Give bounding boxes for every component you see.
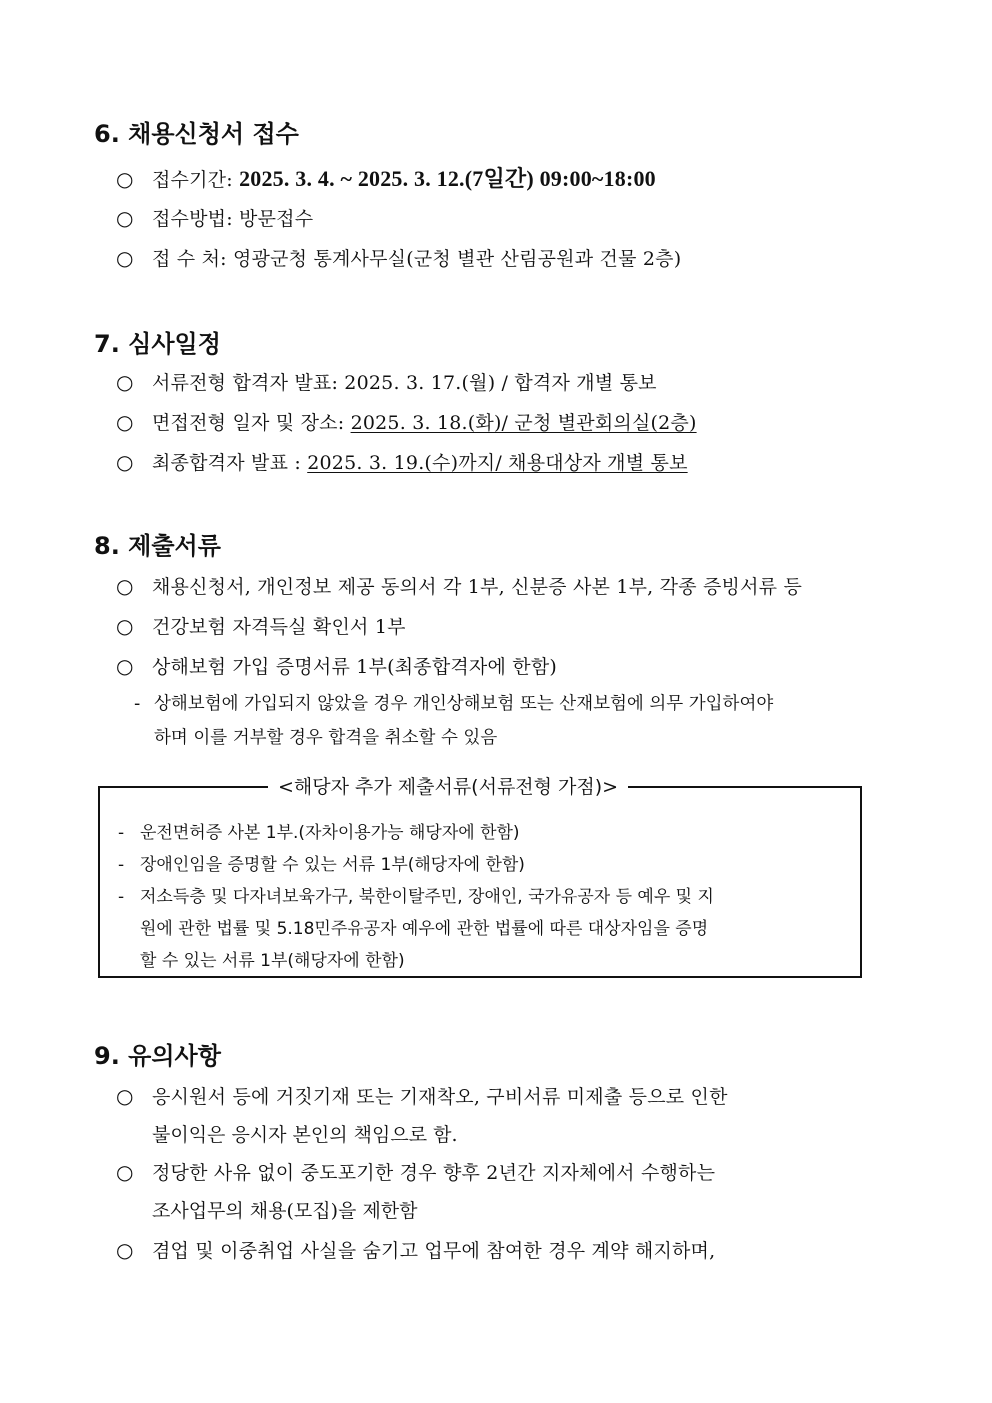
caution-item-2: [116, 1158, 715, 1185]
circle-bullet-icon: ○: [116, 1238, 134, 1262]
documents-item-2: [116, 612, 406, 639]
documents-note-line-1: [134, 690, 773, 715]
dash-bullet-icon: -: [118, 855, 125, 875]
schedule-item-3-label: 최종합격자 발표 :: [152, 452, 301, 474]
section-9-title: 9. 유의사항: [94, 1042, 221, 1070]
caution-item-1-cont: 불이익은 응시자 본인의 책임으로 함.: [152, 1124, 458, 1146]
documents-item-1-text: 채용신청서, 개인정보 제공 동의서 각 1부, 신분증 사본 1부, 각종 증빙서류 등: [152, 576, 802, 598]
circle-bullet-icon: ○: [116, 410, 134, 434]
schedule-item-3-value: 2025. 3. 19.(수)까지/ 채용대상자 개별 통보: [307, 452, 688, 474]
documents-note-line-2: 하며 이를 거부할 경우 합격을 취소할 수 있음: [154, 728, 498, 748]
circle-bullet-icon: ○: [116, 370, 134, 394]
schedule-item-1-text: 서류전형 합격자 발표: 2025. 3. 17.(월) / 합격자 개별 통보: [152, 372, 657, 394]
additional-item-1: [118, 818, 520, 843]
section-6-title: 6. 채용신청서 접수: [94, 120, 299, 148]
receipt-method: [116, 204, 313, 231]
schedule-item-3: [116, 448, 688, 475]
documents-item-3: [116, 652, 557, 679]
additional-item-3-text: 저소득층 및 다자녀보육가구, 북한이탈주민, 장애인, 국가유공자 등 예우 및 지: [140, 887, 714, 907]
section-8-title: 8. 제출서류: [94, 532, 221, 560]
caution-item-2-cont: 조사업무의 채용(모집)을 제한함: [152, 1200, 418, 1222]
receipt-place: [116, 244, 681, 271]
additional-documents-title: <해당자 추가 제출서류(서류전형 가점)>: [268, 772, 628, 799]
caution-item-1: [116, 1082, 728, 1109]
documents-item-3-text: 상해보험 가입 증명서류 1부(최종합격자에 한함): [152, 656, 557, 678]
caution-item-3: [116, 1236, 715, 1263]
documents-item-1: [116, 572, 802, 599]
circle-bullet-icon: ○: [116, 654, 134, 678]
additional-item-3-cont-2: 할 수 있는 서류 1부(해당자에 한함): [140, 951, 405, 971]
receipt-method-text: 접수방법: 방문접수: [152, 208, 314, 230]
circle-bullet-icon: ○: [116, 574, 134, 598]
receipt-period-value: 2025. 3. 4. ~ 2025. 3. 12.(7일간) 09:00~18:00: [239, 166, 656, 191]
circle-bullet-icon: ○: [116, 1084, 134, 1108]
documents-item-2-text: 건강보험 자격득실 확인서 1부: [152, 616, 406, 638]
caution-item-3-text: 겸업 및 이중취업 사실을 숨기고 업무에 참여한 경우 계약 해지하며,: [152, 1240, 716, 1262]
circle-bullet-icon: ○: [116, 1160, 134, 1184]
circle-bullet-icon: ○: [116, 206, 134, 230]
schedule-item-2-value: 2025. 3. 18.(화)/ 군청 별관회의실(2층): [350, 412, 697, 434]
receipt-period: [116, 162, 656, 193]
additional-item-3: [118, 882, 714, 907]
circle-bullet-icon: ○: [116, 246, 134, 270]
additional-item-2: [118, 850, 525, 875]
circle-bullet-icon: ○: [116, 614, 134, 638]
additional-item-1-text: 운전면허증 사본 1부.(자차이용가능 해당자에 한함): [140, 823, 520, 843]
documents-note-text-1: 상해보험에 가입되지 않았을 경우 개인상해보험 또는 산재보험에 의무 가입하여야: [154, 694, 774, 714]
dash-bullet-icon: -: [118, 823, 125, 843]
section-7-title: 7. 심사일정: [94, 330, 221, 358]
additional-item-2-text: 장애인임을 증명할 수 있는 서류 1부(해당자에 한함): [140, 855, 525, 875]
additional-item-3-cont-1: 원에 관한 법률 및 5.18민주유공자 예우에 관한 법률에 따른 대상자임을 증명: [140, 919, 709, 939]
receipt-period-label: 접수기간:: [152, 169, 233, 191]
receipt-place-text: 접 수 처: 영광군청 통계사무실(군청 별관 산림공원과 건물 2층): [152, 248, 682, 270]
schedule-item-2: [116, 408, 697, 435]
schedule-item-1: [116, 368, 657, 395]
caution-item-1-text: 응시원서 등에 거짓기재 또는 기재착오, 구비서류 미제출 등으로 인한: [152, 1086, 728, 1108]
circle-bullet-icon: ○: [116, 167, 134, 191]
circle-bullet-icon: ○: [116, 450, 134, 474]
caution-item-2-text: 정당한 사유 없이 중도포기한 경우 향후 2년간 지자체에서 수행하는: [152, 1162, 716, 1184]
dash-bullet-icon: -: [134, 694, 141, 714]
schedule-item-2-label: 면접전형 일자 및 장소:: [152, 412, 345, 434]
dash-bullet-icon: -: [118, 887, 125, 907]
